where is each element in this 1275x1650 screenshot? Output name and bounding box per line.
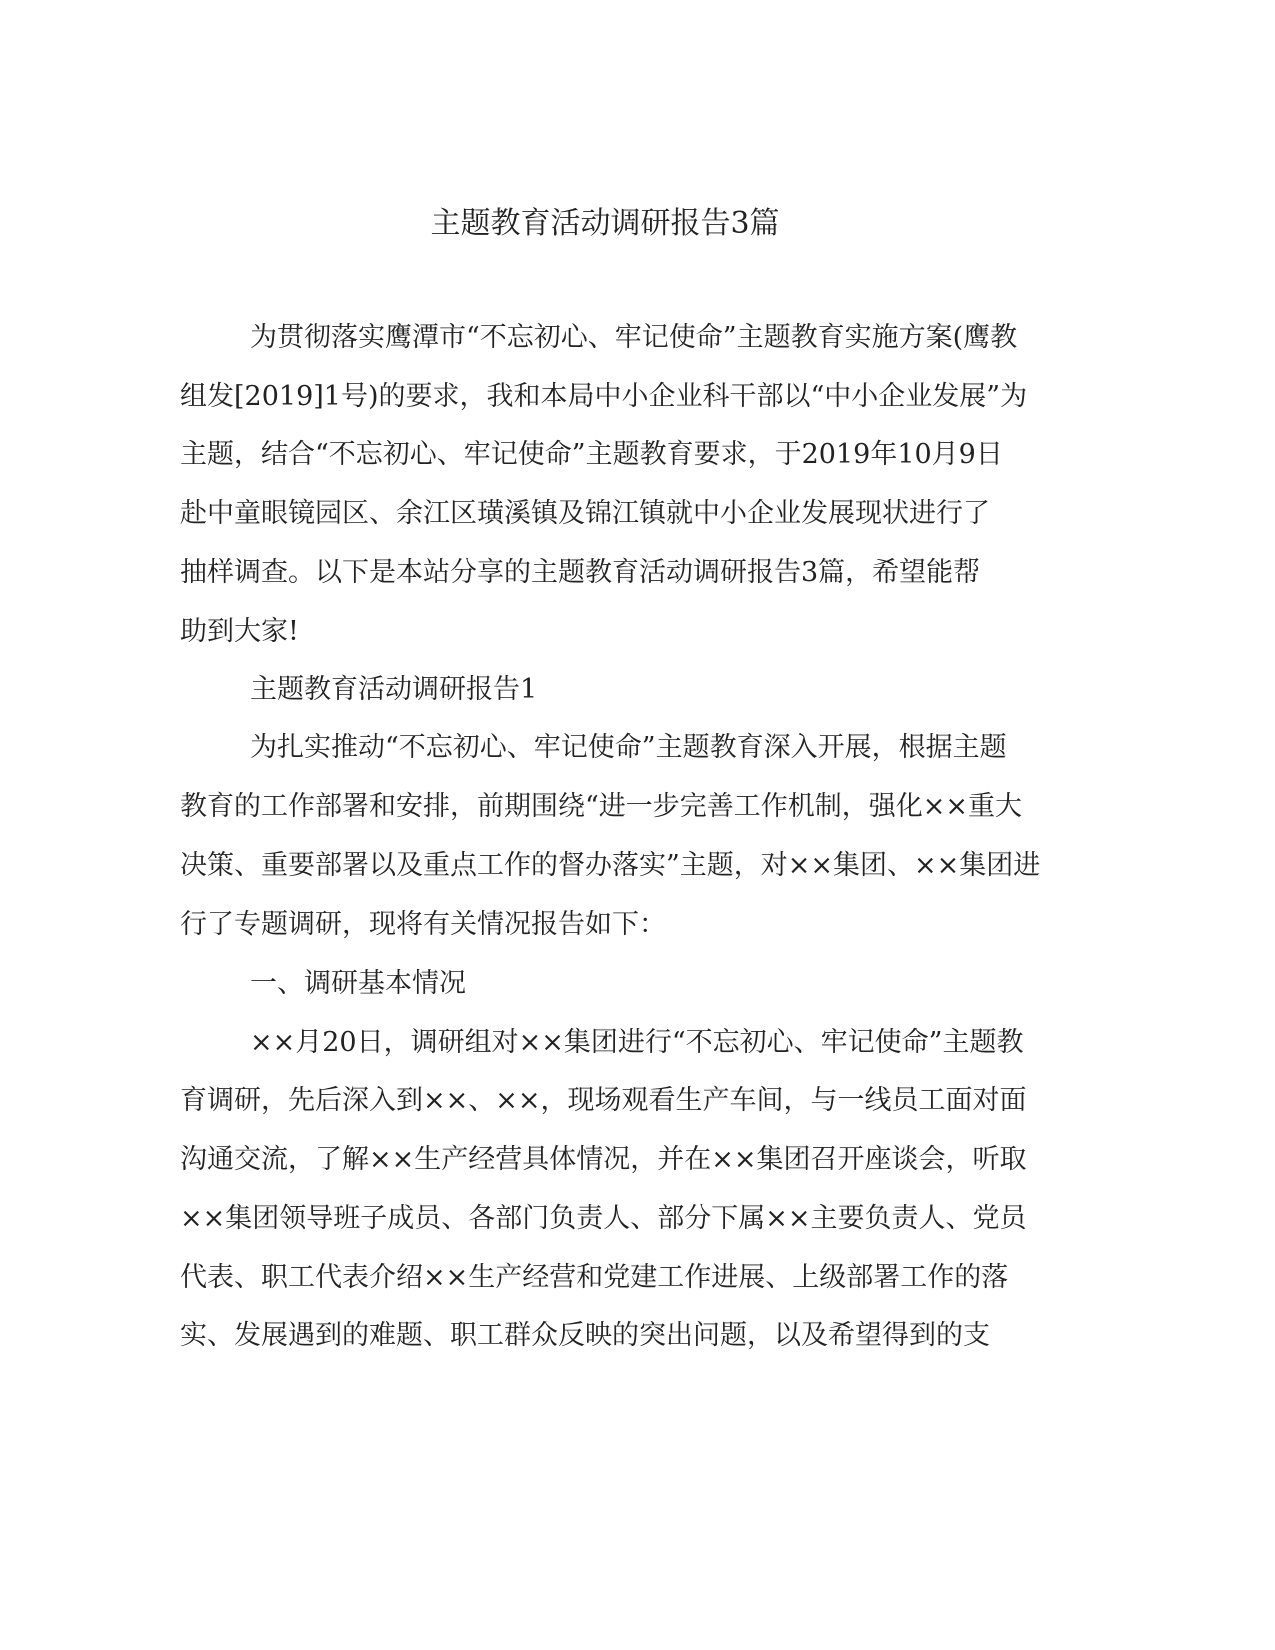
paragraph-line: 为贯彻落实鹰潭市“不忘初心、牢记使命”主题教育实施方案(鹰教 bbox=[250, 322, 1018, 353]
paragraph-line: 主题，结合“不忘初心、牢记使命”主题教育要求，于2019年10月9日 bbox=[180, 439, 1003, 470]
section-heading: 主题教育活动调研报告1 bbox=[250, 674, 538, 705]
paragraph-line: 组发[2019]1号)的要求，我和本局中小企业科干部以“中小企业发展”为 bbox=[180, 381, 1028, 412]
paragraph-line: 代表、职工代表介绍××生产经营和党建工作进展、上级部署工作的落 bbox=[180, 1262, 1009, 1293]
paragraph-line: 沟通交流，了解××生产经营具体情况，并在××集团召开座谈会，听取 bbox=[180, 1144, 1027, 1175]
paragraph-line: 决策、重要部署以及重点工作的督办落实”主题，对××集团、××集团进 bbox=[180, 850, 1041, 881]
paragraph-line: 抽样调查。以下是本站分享的主题教育活动调研报告3篇，希望能帮 bbox=[180, 557, 981, 588]
paragraph-line: 行了专题调研，现将有关情况报告如下： bbox=[180, 909, 666, 940]
paragraph-line: 实、发展遇到的难题、职工群众反映的突出问题，以及希望得到的支 bbox=[180, 1320, 990, 1351]
paragraph-line: 为扎实推动“不忘初心、牢记使命”主题教育深入开展，根据主题 bbox=[250, 732, 1007, 763]
paragraph-line: 教育的工作部署和安排，前期围绕“进一步完善工作机制，强化××重大 bbox=[180, 791, 1023, 822]
paragraph-line: ××集团领导班子成员、各部门负责人、部分下属××主要负责人、党员 bbox=[180, 1203, 1027, 1234]
paragraph-line: 育调研，先后深入到××、××，现场观看生产车间，与一线员工面对面 bbox=[180, 1085, 1027, 1116]
section-heading: 一、调研基本情况 bbox=[250, 968, 466, 999]
paragraph-line: 助到大家! bbox=[180, 616, 299, 647]
paragraph-line: 赴中童眼镜园区、余江区璜溪镇及锦江镇就中小企业发展现状进行了 bbox=[180, 498, 990, 529]
paragraph-line: ××月20日，调研组对××集团进行“不忘初心、牢记使命”主题教 bbox=[250, 1027, 1024, 1058]
document-title: 主题教育活动调研报告3篇 bbox=[430, 206, 780, 241]
